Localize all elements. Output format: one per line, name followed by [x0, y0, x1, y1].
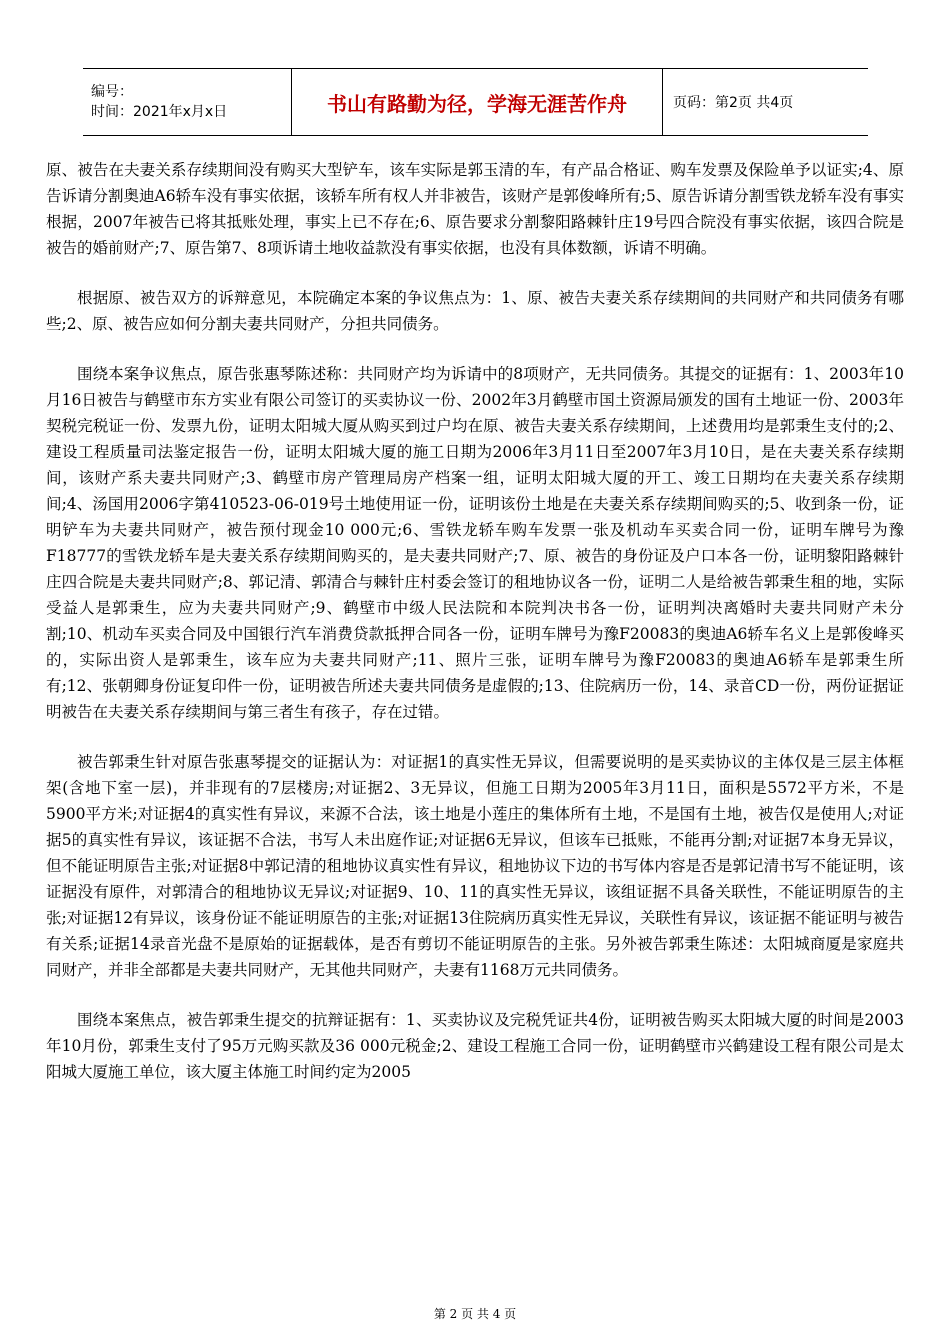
document-body — [46, 157, 904, 1109]
paragraph: 围绕本案争议焦点，原告张惠琴陈述称：共同财产均为诉请中的8项财产，无共同债务。其提交的证据有：1、2003年10月16日被告与鹤壁市东方实业有限公司签订的买卖协议一份、2002年3月鹤壁市国土资源局颁发的国有土地证一份、2003年契税完税证一份、发票九份，证明太阳城大厦从购买到过户均在原、被告夫妻关系存续期间，上述费用均是郭秉生支付的;2、建设工程质量司法鉴定报告一份，证明太阳城大厦的施工日期为2006年3月11日至2007年3月10日，是在夫妻关系存续期间，该财产系夫妻共同财产;3、鹤壁市房产管理局房产档案一组，证明太阳城大厦的开工、竣工日期均在夫妻关系存续期间;4、汤国用2006字第410523-06-019号土地使用证一份，证明该份土地是在夫妻关系存续期间购买的;5、收到条一份，证明铲车为夫妻共同财产，被告预付现金10 000元;6、雪铁龙轿车购车发票一张及机动车买卖合同一份，证明车牌号为豫F18777的雪铁龙轿车是夫妻关系存续期间购买的，是夫妻共同财产;7、原、被告的身份证及户口本各一份，证明黎阳路棘针庄四合院是夫妻共同财产;8、郭记清、郭清合与棘针庄村委会签订的租地协议各一份，证明二人是给被告郭秉生租的地，实际受益人是郭秉生，应为夫妻共同财产;9、鹤壁市中级人民法院和本院判决书各一份，证明判决离婚时夫妻共同财产未分割;10、机动车买卖合同及中国银行汽车消费贷款抵押合同各一份，证明车牌号为豫F20083的奥迪A6轿车名义上是郭俊峰买的，实际出资人是郭秉生，该车应为夫妻共同财产;11、照片三张，证明车牌号为豫F20083的奥迪A6轿车是郭秉生所有;12、张朝卿身份证复印件一份，证明被告所述夫妻共同债务是虚假的;13、住院病历一份，14、录音CD一份，两份证据证明被告在夫妻关系存续期间与第三者生有孩子，存在过错。 — [46, 365, 904, 721]
header-meta — [83, 69, 292, 135]
paragraph: 被告郭秉生针对原告张惠琴提交的证据认为：对证据1的真实性无异议，但需要说明的是买卖协议的主体仅是三层主体框架(含地下室一层)，并非现有的7层楼房;对证据2、3无异议，但施工日期为2005年3月11日，面积是5572平方米，不是5900平方米;对证据4的真实性有异议，来源不合法，该土地是小莲庄的集体所有土地，不是国有土地，被告仅是使用人;对证据5的真实性有异议，该证据不合法，书写人未出庭作证;对证据6无异议，但该车已抵账，不能再分割;对证据7本身无异议，但不能证明原告主张;对证据8中郭记清的租地协议真实性有异议，租地协议下边的书写体内容是否是郭记清书写不能证明，该证据没有原件，对郭清合的租地协议无异议;对证据9、10、11的真实性无异议，该组证据不具备关联性，不能证明原告的主张;对证据12有异议，该身份证不能证明原告的主张;对证据13住院病历真实性无异议，关联性有异议，该证据不能证明与被告有关系;证据14录音光盘不是原始的证据载体，是否有剪切不能证明原告的主张。另外被告郭秉生陈述：太阳城商厦是家庭共同财产，并非全部都是夫妻共同财产，无其他共同财产，夫妻有1168万元共同债务。 — [46, 753, 904, 979]
header-motto: 书山有路勤为径，学海无涯苦作舟 — [292, 69, 663, 135]
document-number-label: 编号： — [91, 84, 133, 100]
page-footer: 第 2 页 共 4 页 — [433, 1307, 517, 1321]
paragraph: 原、被告在夫妻关系存续期间没有购买大型铲车，该车实际是郭玉清的车，有产品合格证、购车发票及保险单予以证实;4、原告诉请分割奥迪A6轿车没有事实依据，该轿车所有权人并非被告，该财产是郭俊峰所有;5、原告诉请分割雪铁龙轿车没有事实根据，2007年被告已将其抵账处理，事实上已不存在;6、原告要求分割黎阳路棘针庄19号四合院没有事实依据，该四合院是被告的婚前财产;7、原告第7、8项诉请土地收益款没有事实依据，也没有具体数额，诉请不明确。 — [46, 161, 904, 257]
page-header — [83, 68, 868, 136]
document-time-label: 时间：2021年x月x日 — [91, 104, 228, 120]
header-page-number: 页码：第2页 共4页 — [673, 95, 794, 111]
paragraph: 围绕本案焦点，被告郭秉生提交的抗辩证据有：1、买卖协议及完税凭证共4份，证明被告购买太阳城大厦的时间是2003年10月份，郭秉生支付了95万元购买款及36 000元税金;2、建设工程施工合同一份，证明鹤壁市兴鹤建设工程有限公司是太阳城大厦施工单位，该大厦主体施工时间约定为2005 — [46, 1011, 904, 1081]
paragraph: 根据原、被告双方的诉辩意见，本院确定本案的争议焦点为：1、原、被告夫妻关系存续期间的共同财产和共同债务有哪些;2、原、被告应如何分割夫妻共同财产，分担共同债务。 — [46, 289, 904, 333]
